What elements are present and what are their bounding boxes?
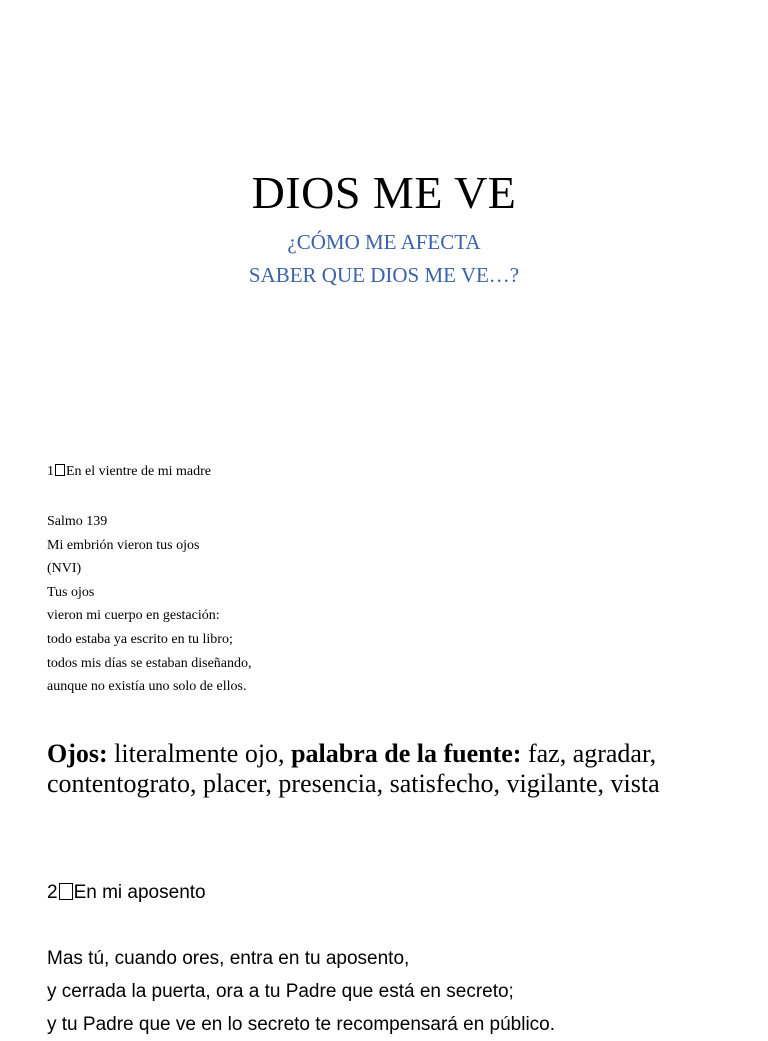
section-1-heading: [47, 462, 211, 482]
passage-line: todo estaba ya escrito en tu libro;: [47, 631, 233, 647]
matthew-passage: [47, 942, 555, 1041]
definition-meaning: literalmente ojo,: [107, 739, 292, 768]
passage-line: Mi embrión vieron tus ojos: [47, 537, 200, 553]
word-definition: [47, 739, 747, 799]
missing-glyph-box-icon: [55, 464, 65, 476]
subtitle-line-2: SABER QUE DIOS ME VE…?: [248, 263, 520, 287]
passage-line: y cerrada la puerta, ora a tu Padre que está en secreto;: [47, 981, 514, 1002]
missing-glyph-box-icon: [59, 883, 73, 900]
passage-line: (NVI): [47, 561, 82, 577]
section-2-number: 2: [47, 882, 58, 903]
section-1-number: 1: [47, 464, 54, 479]
section-2-heading-text: En mi aposento: [73, 882, 206, 903]
passage-line: todos mis días se estaban diseñando,: [47, 655, 252, 671]
passage-line: Tus ojos: [47, 584, 95, 600]
definition-source-words: faz, agradar, contentograto, placer, presencia, satisfecho, vigilante, vista: [47, 739, 660, 798]
definition-term: Ojos:: [47, 739, 108, 768]
section-1-heading-text: En el vientre de mi madre: [66, 464, 211, 479]
passage-line: Mas tú, cuando ores, entra en tu aposento,: [47, 948, 410, 969]
section-2-heading: [47, 878, 206, 908]
definition-source-label: palabra de la fuente:: [291, 739, 522, 768]
psalm-139-passage: [47, 510, 252, 699]
page-title: DIOS ME VE: [251, 167, 517, 218]
subtitle-line-1: ¿CÓMO ME AFECTA: [287, 230, 481, 254]
passage-line: aunque no existía uno solo de ellos.: [47, 679, 247, 695]
passage-line: vieron mi cuerpo en gestación:: [47, 608, 220, 624]
passage-line: Salmo 139: [47, 514, 108, 529]
passage-line: y tu Padre que ve en lo secreto te recompensará en público.: [47, 1014, 556, 1035]
